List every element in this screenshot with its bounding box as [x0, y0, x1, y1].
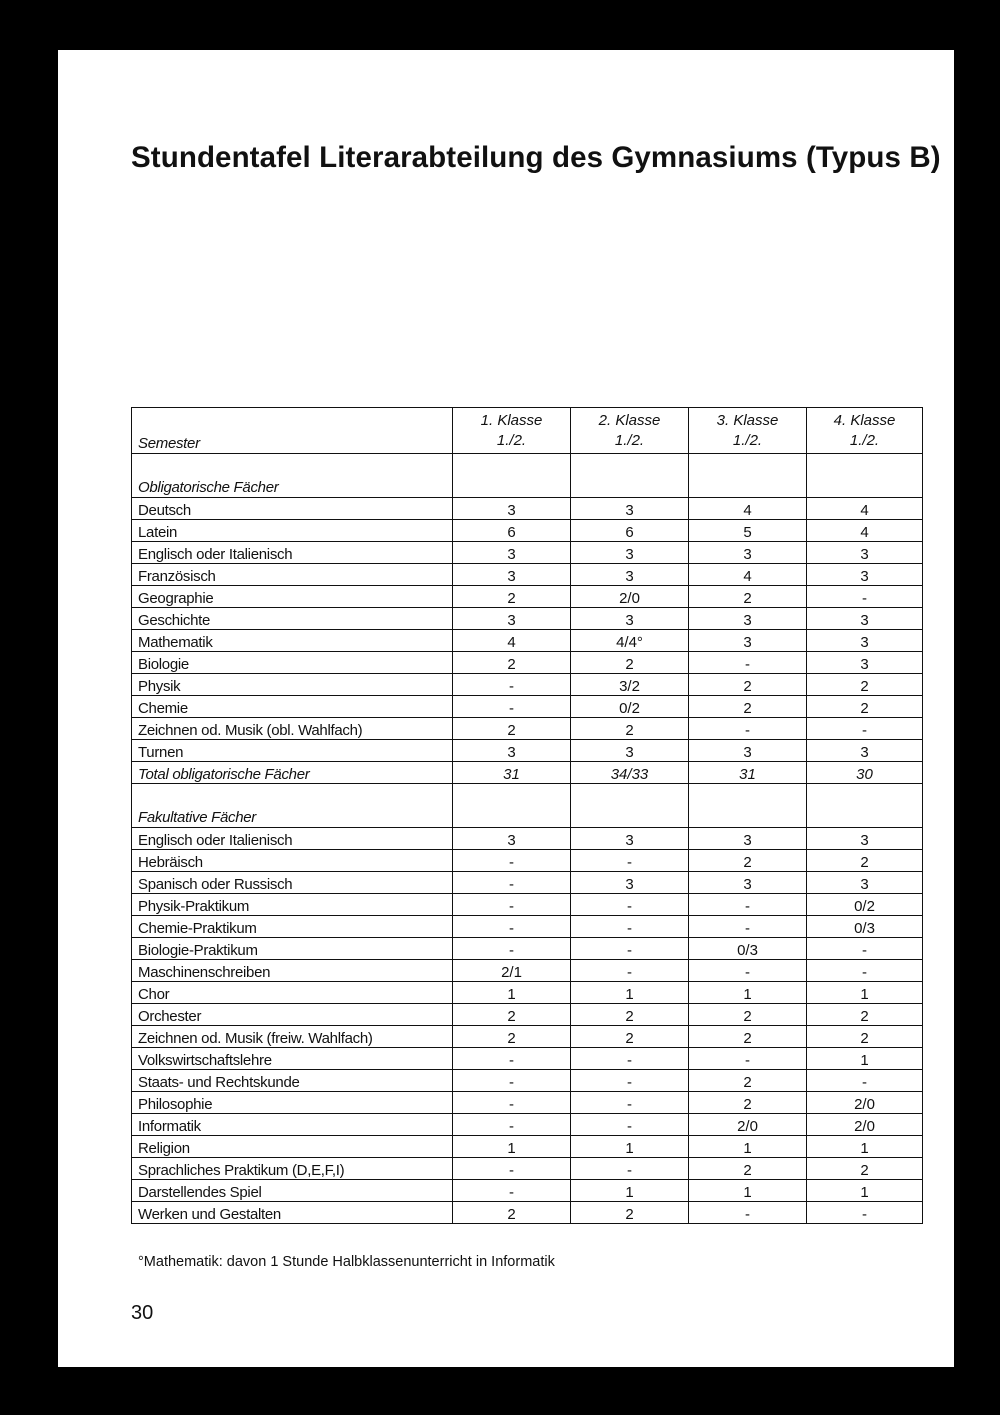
hours-cell-1: - [453, 938, 571, 960]
hours-cell-4: 2 [807, 696, 923, 718]
hours-cell-1: - [453, 1048, 571, 1070]
table-row [132, 740, 923, 762]
hours-cell-1: 6 [453, 520, 571, 542]
hours-cell-2: 2/0 [571, 586, 689, 608]
hours-cell-1: 31 [453, 762, 571, 784]
table-row [132, 828, 923, 850]
hours-cell-1: - [453, 674, 571, 696]
column-header-2 [571, 408, 689, 454]
hours-cell-3: 2 [689, 1004, 807, 1026]
hours-cell-3: 2/0 [689, 1114, 807, 1136]
hours-cell-4: 1 [807, 1136, 923, 1158]
hours-cell-1: 3 [453, 542, 571, 564]
hours-cell-4: 3 [807, 652, 923, 674]
hours-cell-3: 2 [689, 1158, 807, 1180]
subject-cell: Religion [132, 1136, 453, 1158]
section-heading-row [132, 784, 923, 828]
total-row [132, 762, 923, 784]
hours-cell-2: 3 [571, 564, 689, 586]
subject-cell: Chemie [132, 696, 453, 718]
hours-cell-4: 3 [807, 608, 923, 630]
hours-cell-1: 2 [453, 652, 571, 674]
table-row [132, 916, 923, 938]
hours-cell-4: 2 [807, 674, 923, 696]
hours-cell-3: 2 [689, 1092, 807, 1114]
hours-cell-4: 2 [807, 1004, 923, 1026]
klasse-label: 1. Klasse [480, 411, 543, 429]
subject-cell: Hebräisch [132, 850, 453, 872]
subject-cell: Orchester [132, 1004, 453, 1026]
hours-cell-1: - [453, 872, 571, 894]
table-row [132, 520, 923, 542]
hours-cell-1: 1 [453, 1136, 571, 1158]
hours-cell-1: 3 [453, 608, 571, 630]
section-heading-row [132, 454, 923, 498]
hours-cell-4: - [807, 960, 923, 982]
hours-cell-1: 2 [453, 586, 571, 608]
hours-cell-2: 3 [571, 608, 689, 630]
subject-cell: Staats- und Rechtskunde [132, 1070, 453, 1092]
hours-cell-4: 1 [807, 982, 923, 1004]
subject-cell: Biologie-Praktikum [132, 938, 453, 960]
hours-cell-2: 1 [571, 982, 689, 1004]
klasse-label: 2. Klasse [598, 411, 661, 429]
hours-cell-3: - [689, 894, 807, 916]
table-row [132, 674, 923, 696]
hours-cell-2: - [571, 960, 689, 982]
subject-cell: Zeichnen od. Musik (freiw. Wahlfach) [132, 1026, 453, 1048]
hours-cell-2: - [571, 1092, 689, 1114]
hours-cell-1: - [453, 1158, 571, 1180]
document-page [58, 50, 954, 1367]
hours-cell-4: 4 [807, 498, 923, 520]
hours-cell-4: - [807, 1202, 923, 1224]
table-row [132, 1048, 923, 1070]
empty-cell [571, 784, 689, 828]
hours-cell-4: 3 [807, 542, 923, 564]
hours-cell-4: 30 [807, 762, 923, 784]
timetable [131, 407, 923, 1224]
column-header-4 [807, 408, 923, 454]
table-row [132, 1070, 923, 1092]
hours-cell-2: 2 [571, 1004, 689, 1026]
hours-cell-3: 2 [689, 1026, 807, 1048]
hours-cell-3: 2 [689, 696, 807, 718]
subject-cell: Total obligatorische Fächer [132, 762, 453, 784]
subject-cell: Deutsch [132, 498, 453, 520]
hours-cell-3: - [689, 718, 807, 740]
hours-cell-1: - [453, 894, 571, 916]
hours-cell-2: 2 [571, 718, 689, 740]
hours-cell-4: 3 [807, 828, 923, 850]
subject-cell: Mathematik [132, 630, 453, 652]
subject-cell: Sprachliches Praktikum (D,E,F,I) [132, 1158, 453, 1180]
hours-cell-1: 2 [453, 1004, 571, 1026]
column-header-3 [689, 408, 807, 454]
hours-cell-4: - [807, 718, 923, 740]
hours-cell-4: 2/0 [807, 1114, 923, 1136]
hours-cell-2: - [571, 1048, 689, 1070]
hours-cell-1: - [453, 1092, 571, 1114]
hours-cell-2: - [571, 1070, 689, 1092]
hours-cell-4: 2 [807, 1158, 923, 1180]
hours-cell-3: 4 [689, 498, 807, 520]
subject-cell: Werken und Gestalten [132, 1202, 453, 1224]
section-heading: Fakultative Fächer [132, 784, 453, 828]
subject-cell: Biologie [132, 652, 453, 674]
hours-cell-3: 1 [689, 982, 807, 1004]
hours-cell-3: 5 [689, 520, 807, 542]
hours-cell-2: 2 [571, 1026, 689, 1048]
hours-cell-4: 2 [807, 1026, 923, 1048]
hours-cell-1: 3 [453, 740, 571, 762]
page-title: Stundentafel Literarabteilung des Gymnasiums (Typus B) [131, 141, 941, 174]
hours-cell-3: - [689, 652, 807, 674]
hours-cell-3: 2 [689, 850, 807, 872]
hours-cell-2: 4/4° [571, 630, 689, 652]
hours-cell-2: 3/2 [571, 674, 689, 696]
hours-cell-4: - [807, 586, 923, 608]
empty-cell [453, 784, 571, 828]
table-row [132, 542, 923, 564]
hours-cell-4: 2 [807, 850, 923, 872]
hours-cell-2: 34/33 [571, 762, 689, 784]
semester-value: 1./2. [732, 431, 763, 449]
hours-cell-1: - [453, 1114, 571, 1136]
table-row [132, 498, 923, 520]
hours-cell-2: 3 [571, 740, 689, 762]
table-row [132, 938, 923, 960]
hours-cell-1: 3 [453, 828, 571, 850]
hours-cell-3: 3 [689, 608, 807, 630]
hours-cell-1: 2 [453, 718, 571, 740]
hours-cell-4: 4 [807, 520, 923, 542]
table-row [132, 1158, 923, 1180]
hours-cell-3: 3 [689, 828, 807, 850]
hours-cell-4: 0/3 [807, 916, 923, 938]
hours-cell-1: - [453, 850, 571, 872]
semester-value: 1./2. [614, 431, 645, 449]
subject-cell: Geographie [132, 586, 453, 608]
hours-cell-3: - [689, 1202, 807, 1224]
section-heading: Obligatorische Fächer [132, 454, 453, 498]
subject-cell: Volkswirtschaftslehre [132, 1048, 453, 1070]
table-row [132, 960, 923, 982]
subject-cell: Französisch [132, 564, 453, 586]
table-row [132, 1092, 923, 1114]
table-row [132, 564, 923, 586]
hours-cell-1: 2 [453, 1202, 571, 1224]
hours-cell-4: 3 [807, 740, 923, 762]
hours-cell-3: 2 [689, 586, 807, 608]
subject-cell: Informatik [132, 1114, 453, 1136]
hours-cell-1: - [453, 1180, 571, 1202]
hours-cell-3: 0/3 [689, 938, 807, 960]
hours-cell-2: 0/2 [571, 696, 689, 718]
klasse-label: 3. Klasse [716, 411, 779, 429]
semester-label: Semester [132, 408, 453, 454]
hours-cell-2: 2 [571, 652, 689, 674]
subject-cell: Chor [132, 982, 453, 1004]
table-row [132, 1114, 923, 1136]
table-row [132, 586, 923, 608]
hours-cell-2: - [571, 916, 689, 938]
hours-cell-3: 3 [689, 740, 807, 762]
hours-cell-4: 1 [807, 1180, 923, 1202]
hours-cell-1: - [453, 916, 571, 938]
hours-cell-1: - [453, 696, 571, 718]
subject-cell: Geschichte [132, 608, 453, 630]
hours-cell-3: 3 [689, 630, 807, 652]
hours-cell-1: 2/1 [453, 960, 571, 982]
empty-cell [689, 454, 807, 498]
table-row [132, 894, 923, 916]
table-row [132, 982, 923, 1004]
table-row [132, 872, 923, 894]
empty-cell [807, 784, 923, 828]
hours-cell-2: 6 [571, 520, 689, 542]
table-row [132, 1202, 923, 1224]
hours-cell-1: 3 [453, 498, 571, 520]
hours-cell-1: 2 [453, 1026, 571, 1048]
hours-cell-3: 1 [689, 1180, 807, 1202]
subject-cell: Englisch oder Italienisch [132, 828, 453, 850]
hours-cell-2: 1 [571, 1180, 689, 1202]
hours-cell-3: 2 [689, 674, 807, 696]
hours-cell-3: 1 [689, 1136, 807, 1158]
hours-cell-4: 3 [807, 872, 923, 894]
subject-cell: Zeichnen od. Musik (obl. Wahlfach) [132, 718, 453, 740]
hours-cell-4: - [807, 1070, 923, 1092]
semester-value: 1./2. [849, 431, 880, 449]
empty-cell [453, 454, 571, 498]
table-row [132, 850, 923, 872]
klasse-label: 4. Klasse [833, 411, 896, 429]
subject-cell: Englisch oder Italienisch [132, 542, 453, 564]
empty-cell [571, 454, 689, 498]
hours-cell-3: - [689, 1048, 807, 1070]
hours-cell-4: 3 [807, 564, 923, 586]
hours-cell-2: 3 [571, 828, 689, 850]
hours-cell-2: 2 [571, 1202, 689, 1224]
hours-cell-1: - [453, 1070, 571, 1092]
footnote: °Mathematik: davon 1 Stunde Halbklassenunterricht in Informatik [138, 1254, 555, 1270]
hours-cell-1: 3 [453, 564, 571, 586]
hours-cell-3: 2 [689, 1070, 807, 1092]
table-row [132, 1136, 923, 1158]
semester-value: 1./2. [496, 431, 527, 449]
timetable-body [132, 408, 923, 1224]
empty-cell [807, 454, 923, 498]
hours-cell-2: - [571, 850, 689, 872]
subject-cell: Turnen [132, 740, 453, 762]
hours-cell-2: - [571, 1114, 689, 1136]
hours-cell-3: 3 [689, 542, 807, 564]
table-row [132, 1026, 923, 1048]
hours-cell-1: 4 [453, 630, 571, 652]
column-header-1 [453, 408, 571, 454]
hours-cell-2: - [571, 894, 689, 916]
empty-cell [689, 784, 807, 828]
subject-cell: Maschinenschreiben [132, 960, 453, 982]
subject-cell: Latein [132, 520, 453, 542]
subject-cell: Chemie-Praktikum [132, 916, 453, 938]
table-row [132, 718, 923, 740]
table-row [132, 696, 923, 718]
table-row [132, 608, 923, 630]
hours-cell-4: 3 [807, 630, 923, 652]
subject-cell: Physik-Praktikum [132, 894, 453, 916]
hours-cell-2: 3 [571, 872, 689, 894]
subject-cell: Physik [132, 674, 453, 696]
hours-cell-4: 2/0 [807, 1092, 923, 1114]
subject-cell: Darstellendes Spiel [132, 1180, 453, 1202]
table-row [132, 652, 923, 674]
hours-cell-2: - [571, 1158, 689, 1180]
table-row [132, 1004, 923, 1026]
hours-cell-4: - [807, 938, 923, 960]
page-number: 30 [131, 1302, 154, 1324]
subject-cell: Spanisch oder Russisch [132, 872, 453, 894]
hours-cell-3: - [689, 916, 807, 938]
hours-cell-2: 3 [571, 498, 689, 520]
hours-cell-4: 0/2 [807, 894, 923, 916]
hours-cell-2: 3 [571, 542, 689, 564]
table-row [132, 630, 923, 652]
subject-cell: Philosophie [132, 1092, 453, 1114]
hours-cell-4: 1 [807, 1048, 923, 1070]
hours-cell-3: 3 [689, 872, 807, 894]
hours-cell-2: 1 [571, 1136, 689, 1158]
hours-cell-3: - [689, 960, 807, 982]
hours-cell-2: - [571, 938, 689, 960]
hours-cell-3: 4 [689, 564, 807, 586]
hours-cell-1: 1 [453, 982, 571, 1004]
table-row [132, 1180, 923, 1202]
table-header-row [132, 408, 923, 454]
hours-cell-3: 31 [689, 762, 807, 784]
